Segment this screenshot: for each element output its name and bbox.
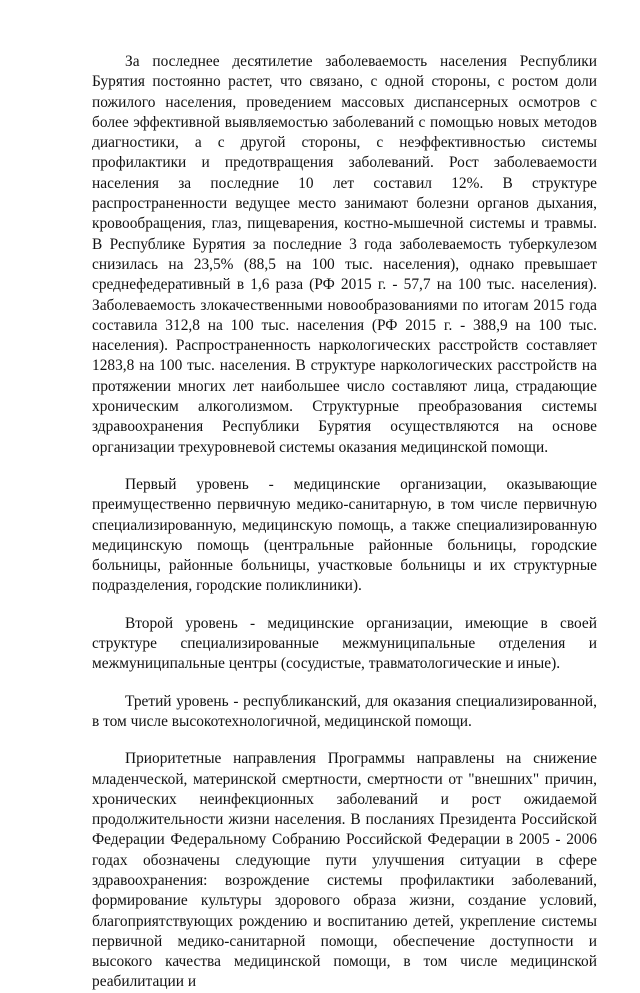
paragraph-first-level: Первый уровень - медицинские организации, оказывающие преимущественно первичную медико-санитарную, в том числе первичную специализированную, медицинскую помощь, а также специализированную медицинскую помощь (центральные районные больницы, городские больницы, районные больницы, участковые больницы и их структурные подразделения, городские поликлиники). [92,475,597,595]
document-page [92,52,597,993]
paragraph-third-level: Третий уровень - республиканский, для оказания специализированной, в том числе высокотехнологичной, медицинской помощи. [92,692,597,730]
paragraph-second-level: Второй уровень - медицинские организации, имеющие в своей структуре специализированные межмуниципальные отделения и межмуниципальные центры (сосудистые, травматологические и иные). [92,614,597,673]
paragraph-priorities: Приоритетные направления Программы направлены на снижение младенческой, материнской смертности, смертности от "внешних" причин, хронических неинфекционных заболеваний и рост ожидаемой продолжительности жизни населения. В посланиях Президента Российской Федерации Федеральному Собранию Российской Федерации в 2005 - 2006 годах обозначены следующие пути улучшения ситуации в сфере здравоохранения: возрождение системы профилактики заболеваний, формирование культуры здорового образа жизни, создание условий, благоприятствующих рождению и воспитанию детей, укрепление системы первичной медико-санитарной помощи, обеспечение доступности и высокого качества медицинской помощи, в том числе медицинской реабилитации и [92,750,597,991]
paragraph-morbidity: За последнее десятилетие заболеваемость населения Республики Бурятия постоянно растет, что связано, с одной стороны, с ростом доли пожилого населения, проведением массовых диспансерных осмотров с более эффективной выявляемостью заболеваний с помощью новых методов диагностики, а с другой стороны, с неэффективностью системы профилактики и предотвращения заболеваний. Рост заболеваемости населения за последние 10 лет составил 12%. В структуре распространенности ведущее место занимают болезни органов дыхания, кровообращения, глаз, пищеварения, костно-мышечной системы и травмы. В Республике Бурятия за последние 3 года заболеваемость туберкулезом снизилась на 23,5% (88,5 на 100 тыс. населения), однако превышает среднефедеративный в 1,6 раза (РФ 2015 г. - 57,7 на 100 тыс. населения). Заболеваемость злокачественными новообразованиями по итогам 2015 года составила 312,8 на 100 тыс. населения (РФ 2015 г. - 388,9 на 100 тыс. населения). Распространенность наркологических расстройств составляет 1283,8 на 100 тыс. населения. В структуре наркологических расстройств на протяжении многих лет наибольшее число составляют лица, страдающие хроническим алкоголизмом. Структурные преобразования системы здравоохранения Республики Бурятия осуществляются на основе организации трехуровневой системы оказания медицинской помощи. [92,53,597,456]
